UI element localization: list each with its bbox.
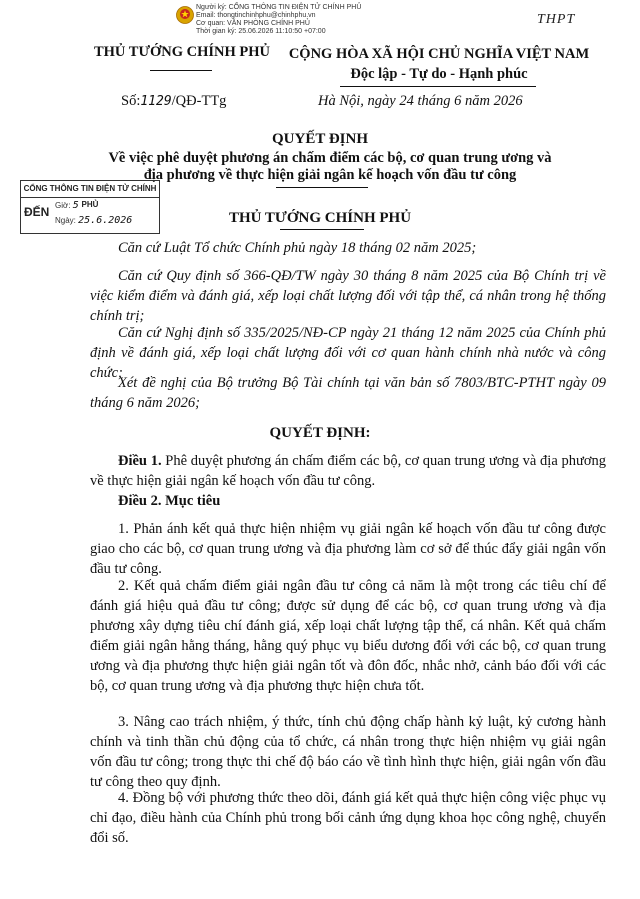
motto-underline bbox=[340, 86, 536, 87]
national-motto: Độc lập - Tự do - Hạnh phúc bbox=[350, 66, 528, 82]
stamp-gio-value: 5 bbox=[72, 200, 79, 211]
place-date: Hà Nội, ngày 24 tháng 6 năm 2026 bbox=[318, 93, 523, 109]
document-subtitle: Về việc phê duyệt phương án chấm điểm các bộ, cơ quan trung ương và địa phương về thực hiện giải ngân kế hoạch vốn đầu tư công bbox=[108, 150, 552, 183]
number-prefix: Số: bbox=[121, 93, 141, 109]
stamp-gio-label: Giờ: bbox=[55, 201, 71, 210]
signature-time: Thời gian ký: 25.06.2026 11:10:50 +07:00 bbox=[196, 28, 326, 35]
article-2-item: 2. Kết quả chấm điểm giải ngân đầu tư công cả năm là một trong các tiêu chí để đánh giá hiệu quả đầu tư công; được sử dụng để các bộ, cơ quan trung ương và địa phương xây dựng tiêu chí đánh giá, xếp loại chất lượng tập thể, cá nhân. Kết quả chấm điểm giải ngân hằng tháng, hằng quý phục vụ biểu dương đối với các bộ, cơ quan trung ương và địa phương thực hiện giải ngân tốt và đôn đốc, nhắc nhở, cảnh báo đối với các bộ, cơ quan trung ương và địa phương thực hiện chưa tốt. bbox=[90, 578, 606, 694]
issuer-underline bbox=[150, 70, 212, 71]
nation-name: CỘNG HÒA XÃ HỘI CHỦ NGHĨA VIỆT NAM bbox=[288, 46, 590, 62]
number-suffix: /QĐ-TTg bbox=[171, 93, 227, 109]
issuer-name: THỦ TƯỚNG CHÍNH PHỦ bbox=[93, 44, 271, 60]
authority-underline bbox=[280, 229, 364, 230]
preamble-item: Căn cứ Nghị định số 335/2025/NĐ-CP ngày 21 tháng 12 năm 2025 của Chính phủ định về đánh giá, xếp loại chất lượng đối với cơ quan hành chính nhà nước và công chức; bbox=[90, 325, 606, 381]
stamp-ngay-value: 25.6.2026 bbox=[78, 215, 133, 226]
article-2-item: 3. Nâng cao trách nhiệm, ý thức, tính chủ động chấp hành kỷ luật, kỷ cương hành chính và tinh thần chủ động của tổ chức, cá nhân trong thực hiện nhiệm vụ giải ngân vốn đầu tư công; trong thực thi chế độ báo cáo về tình hình thực hiện, giải ngân vốn đầu tư công theo quy định. bbox=[90, 714, 606, 790]
stamp-header: CỔNG THÔNG TIN ĐIỆN TỬ CHÍNH PHỦ bbox=[21, 181, 159, 198]
article-2-heading: Điều 2. Mục tiêu bbox=[118, 493, 221, 509]
article-2-item: 1. Phản ánh kết quả thực hiện nhiệm vụ giải ngân kế hoạch vốn đầu tư công được giao cho các bộ, cơ quan trung ương và địa phương làm cơ sở để thúc đẩy giải ngân vốn đầu tư công. bbox=[90, 521, 606, 577]
national-emblem-icon bbox=[176, 5, 194, 25]
handwritten-corner-mark: THPT bbox=[537, 12, 576, 27]
article-1-text: Phê duyệt phương án chấm điểm các bộ, cơ quan trung ương và địa phương về thực hiện giải ngân kế hoạch vốn đầu tư công. bbox=[90, 453, 607, 489]
document-number bbox=[121, 93, 226, 110]
number-value: 1129 bbox=[140, 94, 172, 109]
article-2-item: 4. Đồng bộ với phương thức theo dõi, đánh giá kết quả thực hiện công việc phục vụ chỉ đạo, điều hành của Chính phủ trong bối cảnh ứng dụng khoa học công nghệ, chuyển đổi số. bbox=[90, 790, 606, 846]
decision-heading: QUYẾT ĐỊNH: bbox=[269, 425, 371, 441]
signature-agency: Cơ quan: VĂN PHÒNG CHÍNH PHỦ bbox=[196, 20, 310, 27]
digital-signature-info bbox=[196, 4, 361, 36]
signature-signer: Người ký: CỔNG THÔNG TIN ĐIỆN TỬ CHÍNH PHỦ bbox=[196, 4, 362, 11]
subtitle-underline bbox=[276, 187, 368, 188]
preamble-item: Xét đề nghị của Bộ trưởng Bộ Tài chính tại văn bản số 7803/BTC-PTHT ngày 09 tháng 6 năm 2026; bbox=[90, 375, 606, 411]
stamp-den-label: ĐẾN bbox=[24, 205, 50, 219]
signature-email: Email: thongtinchinhphu@chinhphu.vn bbox=[196, 12, 316, 19]
authority-heading: THỦ TƯỚNG CHÍNH PHỦ bbox=[228, 210, 412, 226]
national-header bbox=[274, 44, 604, 84]
preamble-item: Căn cứ Quy định số 366-QĐ/TW ngày 30 tháng 8 năm 2025 của Bộ Chính trị về việc kiểm điểm và đánh giá, xếp loại chất lượng đối với tập thể, cá nhân trong hệ thống chính trị; bbox=[90, 268, 606, 324]
article-1 bbox=[90, 451, 606, 491]
preamble-item: Căn cứ Luật Tổ chức Chính phủ ngày 18 tháng 02 năm 2025; bbox=[118, 240, 477, 256]
document-title: QUYẾT ĐỊNH bbox=[272, 131, 368, 147]
stamp-ngay-label: Ngày: bbox=[55, 216, 76, 225]
article-1-label: Điều 1. bbox=[118, 453, 162, 469]
